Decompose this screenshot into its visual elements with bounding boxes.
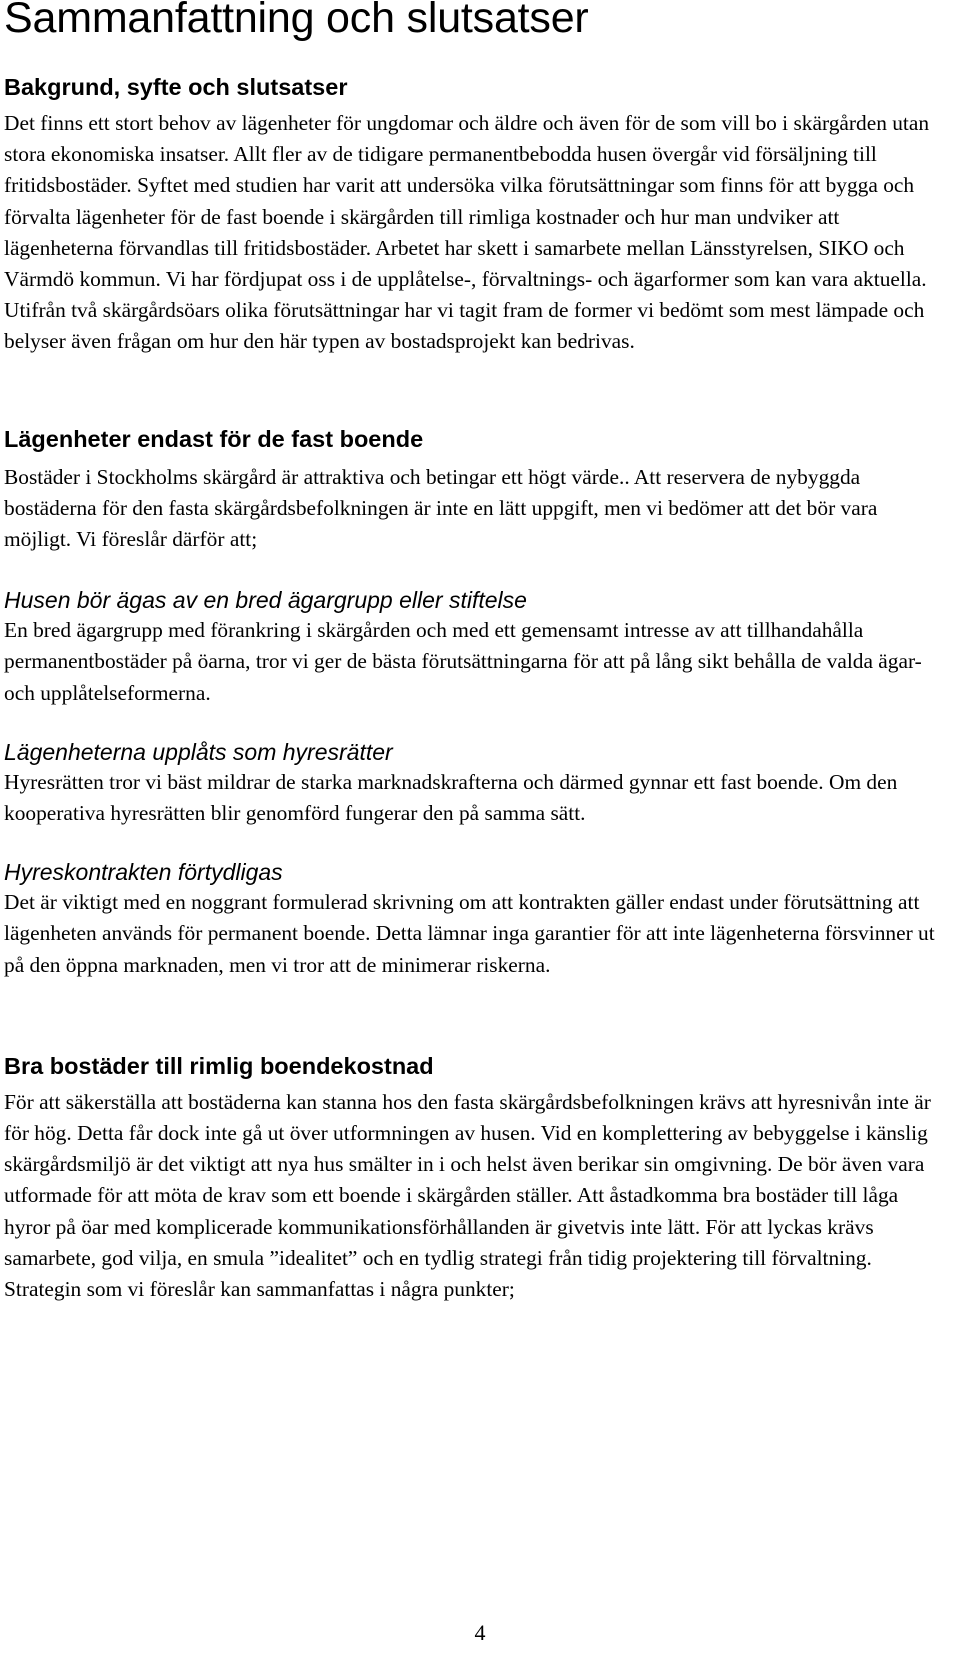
section-paragraph-bakgrund: Det finns ett stort behov av lägenheter för ungdomar och äldre och även för de som vill bo i skärgården utan stora ekonomiska insatser. Allt fler av de tidigare permanentbebodda husen övergår vid försäljning till fritidsbostäder. Syftet med studien har varit att undersöka vilka förutsättningar som finns för att bygga och förvalta lägenheter för de fast boende i skärgården till rimliga kostnader och hur man undviker att lägenheterna förvandlas till fritidsbostäder. Arbetet har skett i samarbete mellan Länsstyrelsen, SIKO och Värmdö kommun. Vi har fördjupat oss i de upplåtelse-, förvaltnings- och ägarformer som kan vara aktuella. Utifrån två skärgårdsöars olika förutsättningar har vi tagit fram de former vi bedömt som mest lämpade och belyser även frågan om hur den här typen av bostadsprojekt kan bedrivas. <box>4 111 930 354</box>
section-heading-bakgrund: Bakgrund, syfte och slutsatser <box>4 74 348 100</box>
subsection-paragraph-hyreskontrakt: Det är viktigt med en noggrant formulerad skrivning om att kontrakten gäller endast under förutsättning att lägenheten används för permanent boende. Detta lämnar inga garantier för att inte lägenheterna försvinner ut på den öppna marknaden, men vi tror att de minimerar riskerna. <box>4 890 935 977</box>
document-page <box>4 0 944 1305</box>
subsection-paragraph-agargrupp: En bred ägargrupp med förankring i skärgården och med ett gemensamt intresse av att tillhandahålla permanentbostäder på öarna, tror vi ger de bästa förutsättningarna för att på lång sikt behålla de valda ägar- och upplåtelseformerna. <box>4 618 922 705</box>
subsection-paragraph-hyresratter: Hyresrätten tror vi bäst mildrar de starka marknadskrafterna och därmed gynnar ett fast boende. Om den kooperativa hyresrätten blir genomförd fungerar den på samma sätt. <box>4 769 898 826</box>
page-title: Sammanfattning och slutsatser <box>4 0 589 42</box>
section-bakgrund <box>4 72 944 358</box>
subsection-heading-agargrupp: Husen bör ägas av en bred ägargrupp eller stiftelse <box>4 587 527 614</box>
section-paragraph-lagenheter: Bostäder i Stockholms skärgård är attraktiva och betingar ett högt värde.. Att reservera de nybyggda bostäderna för den fasta skärgårdsbefolkningen är inte en lätt uppgift, men vi bedömer att det bör vara möjligt. Vi föreslår därför att; <box>4 464 878 552</box>
subsection-heading-hyreskontrakt: Hyreskontrakten förtydligas <box>4 859 283 886</box>
section-lagenheter <box>4 424 944 981</box>
section-bra-bostader <box>4 1051 944 1305</box>
section-paragraph-bra-bostader: För att säkerställa att bostäderna kan stanna hos den fasta skärgårdsbefolkningen krävs att hyresnivån inte är för hög. Detta får dock inte gå ut över utformningen av husen. Vid en komplettering av bebyggelse i känslig skärgårdsmiljö är det viktigt att nya hus smälter in i och helst även berikar sin omgivning. De bör även vara utformade för att möta de krav som ett boende i skärgården ställer. Att åstadkomma bra bostäder till låga hyror på öar med komplicerade kommunikationsförhållanden är givetvis inte lätt. För att lyckas krävs samarbete, god vilja, en smula ”idealitet” och en tydlig strategi från tidig projektering till förvaltning. Strategin som vi föreslår kan sammanfattas i några punkter; <box>4 1089 931 1302</box>
section-heading-bra-bostader: Bra bostäder till rimlig boendekostnad <box>4 1052 434 1079</box>
subsection-heading-hyresratter: Lägenheterna upplåts som hyresrätter <box>4 738 393 765</box>
page-number: 4 <box>474 1620 486 1645</box>
section-heading-lagenheter: Lägenheter endast för de fast boende <box>4 425 424 452</box>
